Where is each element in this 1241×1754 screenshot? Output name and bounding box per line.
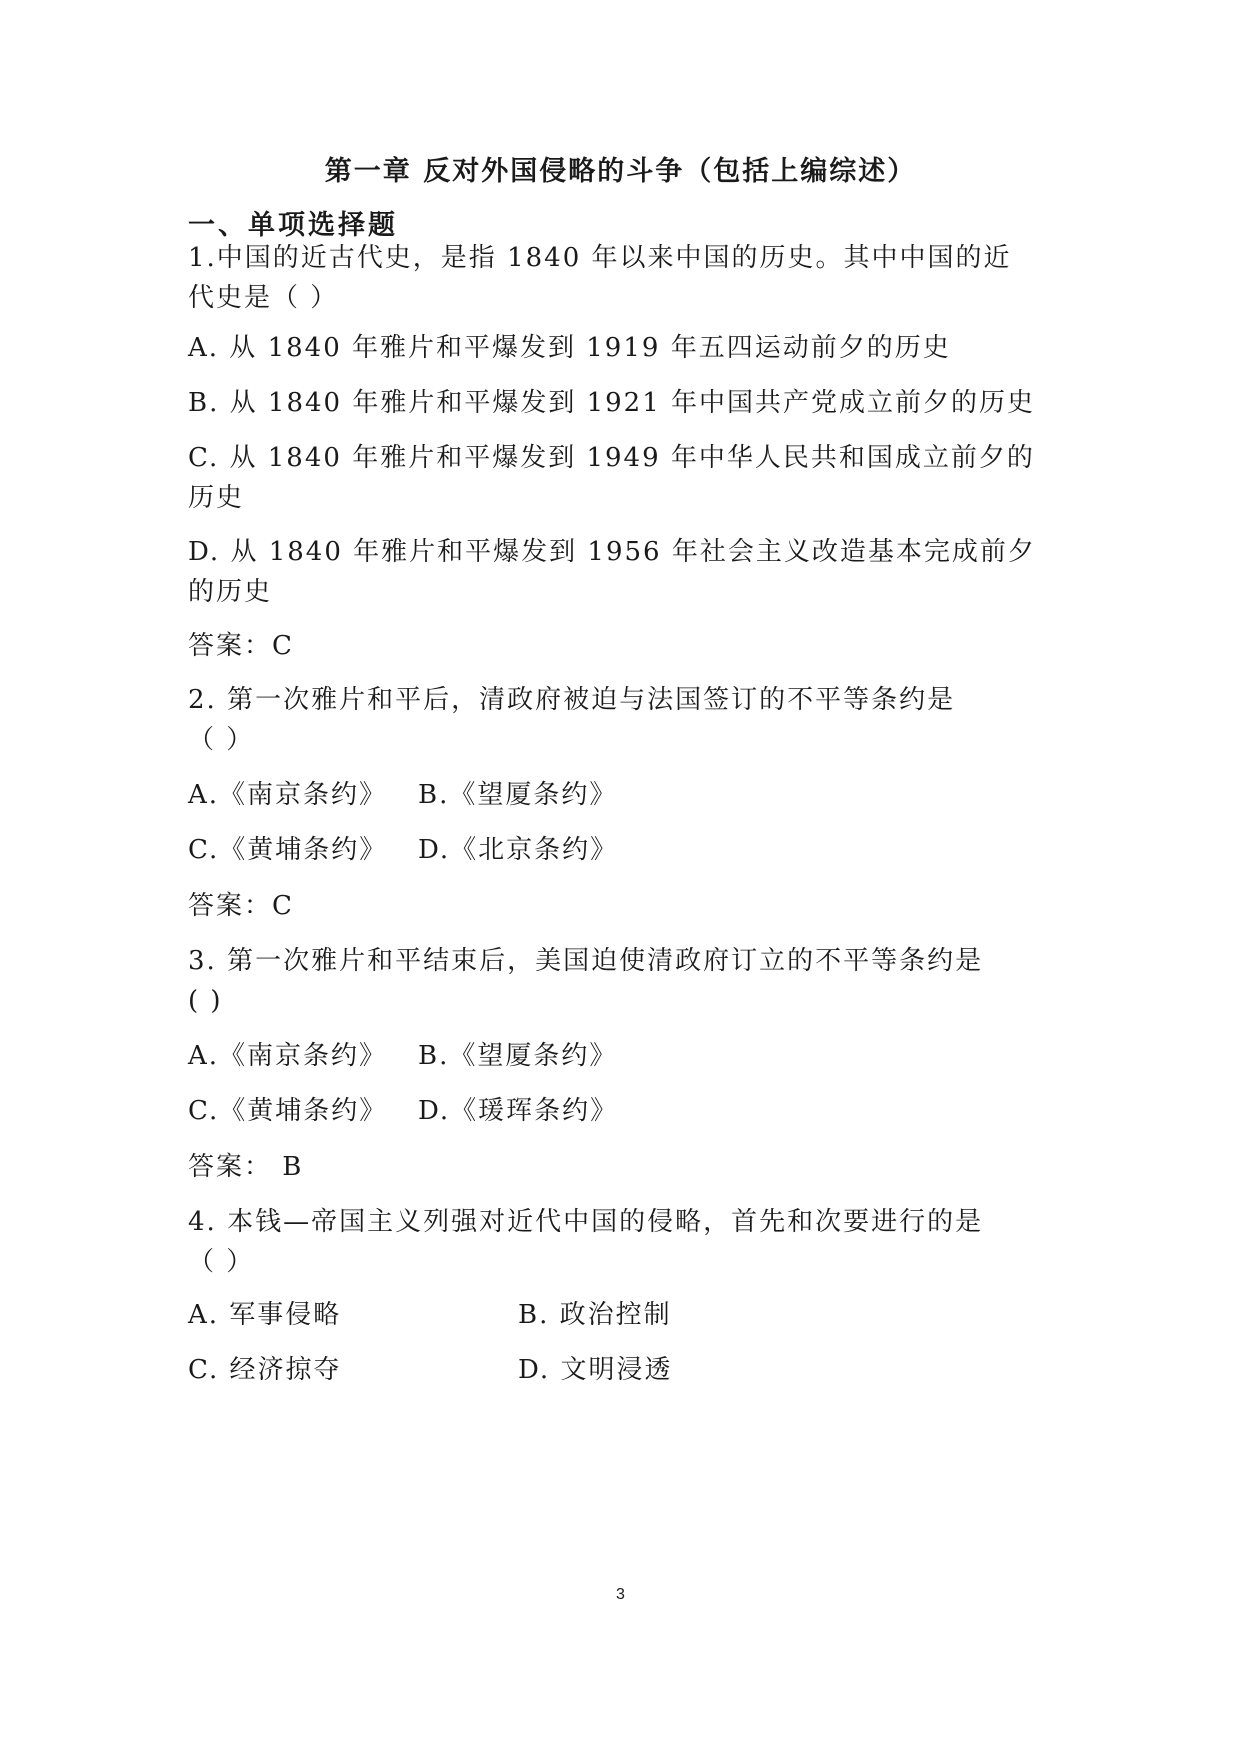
- q2-option-c: C.《黄埔条约》: [188, 835, 388, 865]
- q4-option-d: D. 文明浸透: [518, 1355, 673, 1385]
- q4-options-row1: [188, 1295, 672, 1335]
- q1-option-d-line1: D. 从 1840 年雅片和平爆发到 1956 年社会主义改造基本完成前夕: [188, 537, 1036, 567]
- q4-options-row2: [188, 1350, 672, 1390]
- q3-options-row1: [188, 1036, 617, 1076]
- q4-option-b: B. 政治控制: [518, 1300, 672, 1330]
- q3-options-row2: [188, 1091, 618, 1131]
- q3-option-a: A.《南京条约》: [188, 1041, 388, 1071]
- q3-option-b: B.《望厦条约》: [418, 1041, 618, 1071]
- q2-options-row1: [188, 775, 617, 815]
- q2-options-row2: [188, 830, 618, 870]
- q1-answer: 答案：C: [188, 631, 294, 661]
- q1-option-c-line1: C. 从 1840 年雅片和平爆发到 1949 年中华人民共和国成立前夕的: [188, 443, 1035, 473]
- q4-stem-line2: （ ）: [188, 1247, 255, 1277]
- q1-option-b: B. 从 1840 年雅片和平爆发到 1921 年中国共产党成立前夕的历史: [188, 388, 1036, 418]
- q3-option-c: C.《黄埔条约》: [188, 1096, 388, 1126]
- q1-option-a: A. 从 1840 年雅片和平爆发到 1919 年五四运动前夕的历史: [188, 333, 951, 363]
- q4-stem-line1: 4. 本钱—帝国主义列强对近代中国的侵略，首先和次要进行的是: [188, 1207, 984, 1237]
- q2-option-b: B.《望厦条约》: [418, 780, 618, 810]
- chapter-title: 第一章 反对外国侵略的斗争（包括上编综述）: [324, 156, 917, 187]
- q1-option-d-line2: 的历史: [188, 577, 273, 607]
- q2-option-a: A.《南京条约》: [188, 780, 388, 810]
- q4-option-c: C. 经济掠夺: [188, 1355, 342, 1385]
- section-heading: 一、单项选择题: [188, 210, 398, 241]
- q1-option-c-line2: 历史: [188, 483, 245, 513]
- q2-stem-line2: （ ）: [188, 725, 255, 755]
- q1-stem-line1: 1.中国的近古代史，是指 1840 年以来中国的历史。其中中国的近: [188, 243, 1012, 273]
- q2-answer: 答案：C: [188, 891, 294, 921]
- q2-option-d: D.《北京条约》: [418, 835, 619, 865]
- q1-stem-line2: 代史是（ ）: [188, 283, 339, 313]
- q3-answer: 答案： B: [188, 1152, 304, 1182]
- q4-option-a: A. 军事侵略: [188, 1300, 342, 1330]
- q3-option-d: D.《瑗珲条约》: [418, 1096, 619, 1126]
- q3-stem-line2: ( ): [188, 986, 223, 1016]
- q2-stem-line1: 2. 第一次雅片和平后，清政府被迫与法国签订的不平等条约是: [188, 685, 956, 715]
- page-number: 3: [616, 1586, 625, 1603]
- q3-stem-line1: 3. 第一次雅片和平结束后，美国迫使清政府订立的不平等条约是: [188, 946, 984, 976]
